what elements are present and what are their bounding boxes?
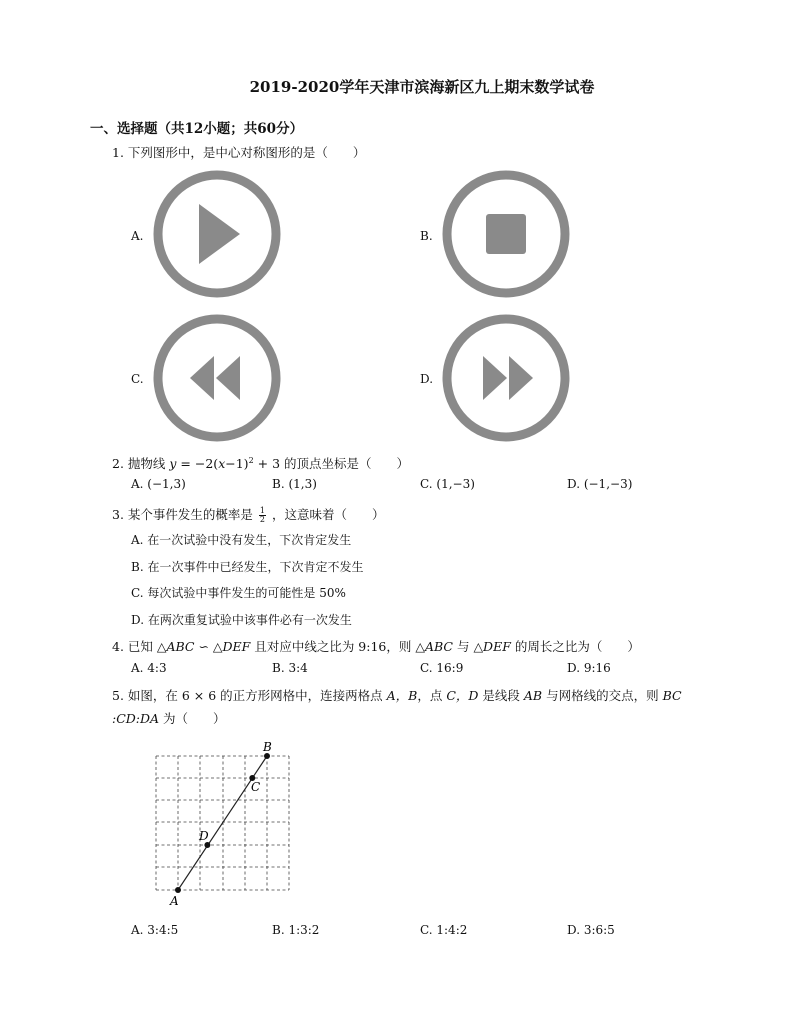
q5-option-b: B. 1:3:2 bbox=[272, 923, 320, 937]
q3-prefix: 3. 某个事件发生的概率是 bbox=[112, 507, 253, 522]
q2-formula-x: x bbox=[218, 456, 226, 471]
question-5-stem-line-1 bbox=[112, 686, 682, 704]
play-icon bbox=[152, 168, 282, 300]
q5-option-d: D. 3:6:5 bbox=[567, 923, 615, 937]
q2-formula-eq: = −2( bbox=[176, 456, 219, 471]
label-b: B bbox=[263, 740, 272, 754]
q2-formula-tail: + 3 bbox=[253, 456, 281, 471]
q2-option-c: C. (1,−3) bbox=[420, 477, 475, 491]
label-d: D bbox=[199, 829, 209, 843]
q5-option-c: C. 1:4:2 bbox=[420, 923, 468, 937]
q4-option-a: A. 4:3 bbox=[131, 661, 167, 675]
stop-icon bbox=[441, 168, 571, 300]
q5-math-cd-points: C，D bbox=[446, 688, 479, 703]
q5-text-3: 是线段 bbox=[478, 688, 524, 703]
q3-fraction-denominator: 2 bbox=[259, 515, 265, 524]
label-a: A bbox=[170, 894, 179, 908]
question-1-stem: 1. 下列图形中，是中心对称图形的是（ ） bbox=[112, 145, 366, 160]
q3-option-a: A. 在一次试验中没有发生，下次肯定发生 bbox=[131, 533, 352, 547]
q4-text-3: 与 bbox=[452, 639, 474, 654]
q2-prefix: 2. 抛物线 bbox=[112, 456, 166, 471]
question-2-stem bbox=[112, 454, 409, 472]
fast-forward-icon bbox=[441, 312, 571, 444]
q2-option-b: B. (1,3) bbox=[272, 477, 317, 491]
label-c: C bbox=[251, 780, 261, 794]
q4-math-abc: △ABC bbox=[415, 639, 453, 654]
question-3-stem bbox=[112, 505, 384, 524]
q2-formula-y: y bbox=[169, 456, 177, 471]
q2-option-a: A. (−1,3) bbox=[131, 477, 186, 491]
grid-figure bbox=[148, 740, 298, 910]
q3-fraction-numerator: 1 bbox=[259, 506, 265, 515]
q5-text-2: ，点 bbox=[417, 688, 447, 703]
q4-text-1: 4. 已知 bbox=[112, 639, 157, 654]
q1-option-d-label: D. bbox=[420, 372, 434, 386]
q5-text-5: 为（ ） bbox=[159, 711, 226, 726]
rewind-icon bbox=[152, 312, 282, 444]
q5-math-ratio: :CD:DA bbox=[112, 711, 160, 726]
section-heading: 一、选择题（共12小题；共60分） bbox=[90, 121, 304, 137]
q3-option-b: B. 在一次事件中已经发生，下次肯定不发生 bbox=[131, 560, 364, 574]
q2-formula-rest: −1) bbox=[225, 456, 249, 471]
q3-fraction bbox=[259, 507, 266, 524]
q1-option-b-label: B. bbox=[420, 229, 433, 243]
q4-option-c: C. 16:9 bbox=[420, 661, 464, 675]
q4-math-def: △DEF bbox=[473, 639, 511, 654]
q4-text-4: 的周长之比为（ ） bbox=[510, 639, 640, 654]
q2-option-d: D. (−1,−3) bbox=[567, 477, 633, 491]
point-a bbox=[175, 887, 181, 893]
q4-math-similar: △ABC ∽ △DEF bbox=[156, 639, 251, 654]
q5-math-bc: BC bbox=[662, 688, 682, 703]
q2-formula-exp: 2 bbox=[248, 455, 254, 465]
q5-math-segment: AB bbox=[523, 688, 543, 703]
q3-option-d: D. 在两次重复试验中该事件必有一次发生 bbox=[131, 613, 352, 627]
q3-suffix: ，这意味着（ ） bbox=[271, 507, 385, 522]
q2-suffix: 的顶点坐标是（ ） bbox=[284, 456, 410, 471]
q1-option-c-label: C. bbox=[131, 372, 144, 386]
q1-option-a-label: A. bbox=[131, 229, 144, 243]
q5-text-1: 5. 如图，在 6 × 6 的正方形网格中，连接两格点 bbox=[112, 688, 387, 703]
q5-option-a: A. 3:4:5 bbox=[131, 923, 179, 937]
q3-option-c: C. 每次试验中事件发生的可能性是 50% bbox=[131, 586, 346, 600]
q4-option-d: D. 9:16 bbox=[567, 661, 611, 675]
question-5-stem-line-2 bbox=[112, 709, 226, 727]
q4-option-b: B. 3:4 bbox=[272, 661, 308, 675]
page-title: 2019-2020学年天津市滨海新区九上期末数学试卷 bbox=[249, 78, 595, 96]
q4-text-2: 且对应中线之比为 9:16，则 bbox=[250, 639, 416, 654]
question-4-stem bbox=[112, 637, 640, 655]
q5-text-4: 与网格线的交点，则 bbox=[542, 688, 663, 703]
q5-math-ab-points: A，B bbox=[386, 688, 418, 703]
